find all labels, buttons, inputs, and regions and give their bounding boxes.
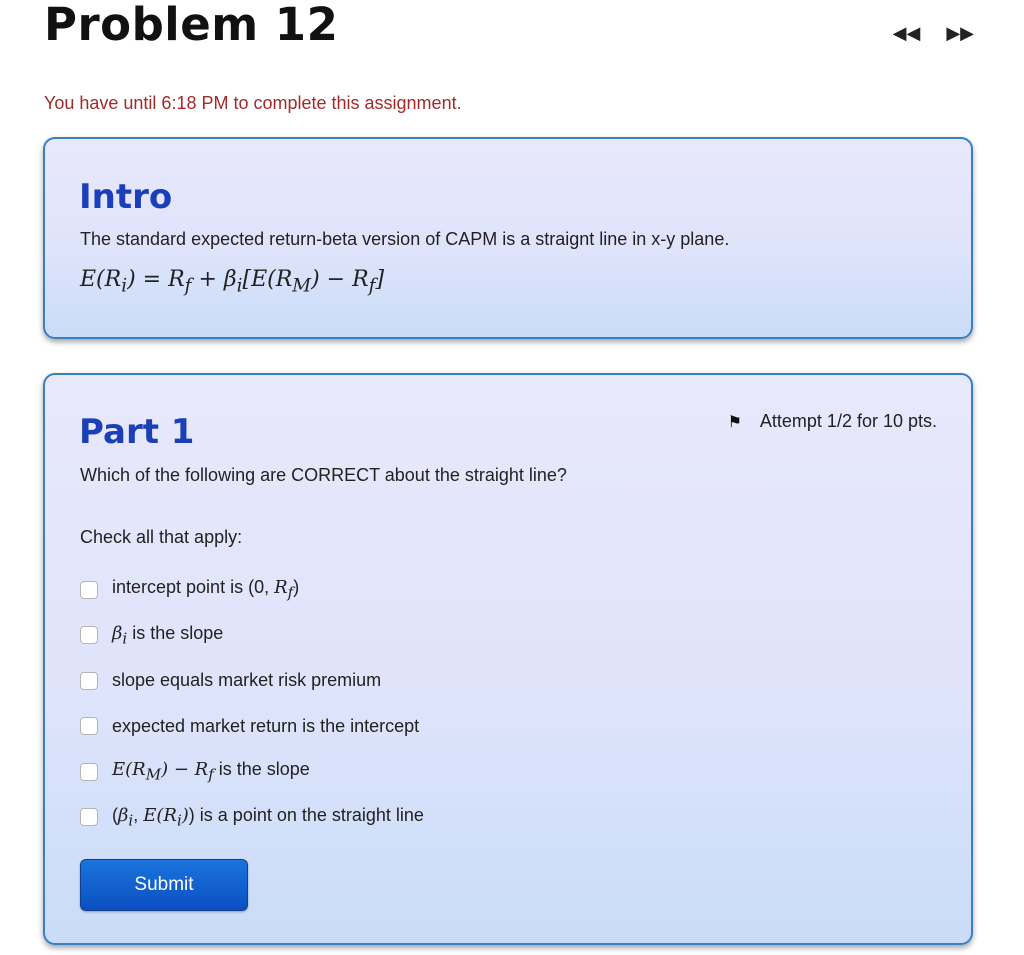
intro-text: The standard expected return-beta version of CAPM is a straignt line in x-y plane. (80, 229, 730, 249)
option-point-on-line[interactable] (80, 795, 424, 841)
intro-panel (43, 137, 973, 339)
option-risk-premium-slope[interactable] (80, 749, 424, 795)
capm-formula: $E(R_i) = R_f + \beta_i[E(R_M) - R_f]$ (80, 267, 385, 297)
option-market-return-intercept[interactable] (80, 704, 424, 750)
option-beta-slope[interactable] (80, 613, 424, 659)
intro-heading: Intro (79, 177, 173, 217)
answer-options (80, 567, 424, 840)
option-label: ($\beta_i$, $E(R_i)$) is a point on the straight line (112, 804, 424, 830)
problem-navigation (893, 22, 974, 44)
checkbox[interactable] (80, 808, 98, 826)
checkbox[interactable] (80, 717, 98, 735)
submit-button[interactable]: Submit (80, 859, 248, 911)
option-label: intercept point is (0, $R_f$) (112, 577, 300, 603)
checkbox[interactable] (80, 763, 98, 781)
next-problem-icon[interactable]: ▶▶ (946, 23, 974, 43)
attempt-info (728, 411, 937, 432)
option-label: slope equals market risk premium (112, 670, 382, 691)
option-slope-market-risk-premium[interactable] (80, 658, 424, 704)
deadline-notice: You have until 6:18 PM to complete this assignment. (44, 93, 462, 113)
question-text: Which of the following are CORRECT about the straight line? (80, 465, 567, 485)
checkbox[interactable] (80, 626, 98, 644)
option-label: $E(R_M) - R_f$ is the slope (112, 759, 310, 785)
part-1-heading: Part 1 (79, 412, 195, 452)
page-title: Problem 12 (44, 0, 339, 51)
instruction-text: Check all that apply: (80, 527, 243, 547)
option-label: $\beta_i$ is the slope (112, 622, 224, 648)
option-intercept-point[interactable] (80, 567, 424, 613)
previous-problem-icon[interactable]: ◀◀ (892, 23, 921, 43)
checkbox[interactable] (80, 672, 98, 690)
option-label: expected market return is the intercept (112, 715, 420, 736)
attempt-label: Attempt 1/2 for 10 pts. (759, 411, 937, 431)
checkbox[interactable] (80, 581, 98, 599)
part-1-panel (43, 373, 973, 945)
flag-icon[interactable]: ⚑ (727, 413, 742, 431)
